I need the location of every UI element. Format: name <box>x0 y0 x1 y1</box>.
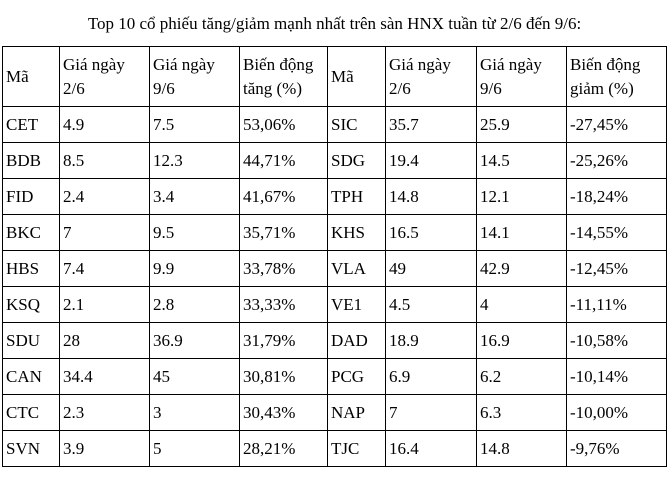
gainer-code-cell: BDB <box>3 143 60 179</box>
table-row <box>3 107 667 143</box>
gainer-change-cell: 30,43% <box>240 395 328 431</box>
table-row <box>3 431 667 467</box>
stock-movers-table <box>2 46 667 467</box>
loser-change-cell: -25,26% <box>567 143 667 179</box>
gainer-change-cell: 44,71% <box>240 143 328 179</box>
column-header-label: Biến động giảm (%) <box>570 54 641 98</box>
gainer-change-cell: 28,21% <box>240 431 328 467</box>
header-gainer-code <box>3 47 60 107</box>
column-header-label: Mã <box>331 66 354 86</box>
gainer-price-2-6-cell: 8.5 <box>60 143 150 179</box>
gainer-price-9-6-cell: 5 <box>150 431 240 467</box>
table-body <box>3 107 667 467</box>
loser-price-9-6-cell: 14.5 <box>477 143 567 179</box>
loser-code-cell: SIC <box>328 107 386 143</box>
loser-code-cell: KHS <box>328 215 386 251</box>
gainer-change-cell: 41,67% <box>240 179 328 215</box>
loser-change-cell: -10,14% <box>567 359 667 395</box>
header-loser-change <box>567 47 667 107</box>
gainer-code-cell: SDU <box>3 323 60 359</box>
table-row <box>3 287 667 323</box>
gainer-price-9-6-cell: 45 <box>150 359 240 395</box>
loser-code-cell: TJC <box>328 431 386 467</box>
table-row <box>3 395 667 431</box>
loser-price-2-6-cell: 7 <box>386 395 477 431</box>
table-row <box>3 179 667 215</box>
loser-change-cell: -11,11% <box>567 287 667 323</box>
loser-change-cell: -9,76% <box>567 431 667 467</box>
gainer-price-9-6-cell: 3 <box>150 395 240 431</box>
loser-code-cell: PCG <box>328 359 386 395</box>
gainer-code-cell: SVN <box>3 431 60 467</box>
gainer-price-2-6-cell: 34.4 <box>60 359 150 395</box>
table-row <box>3 251 667 287</box>
loser-change-cell: -14,55% <box>567 215 667 251</box>
loser-code-cell: VE1 <box>328 287 386 323</box>
loser-price-9-6-cell: 42.9 <box>477 251 567 287</box>
column-header-label: Biến động tăng (%) <box>243 54 314 98</box>
column-header-label: Giá ngày 9/6 <box>153 54 215 98</box>
gainer-price-2-6-cell: 28 <box>60 323 150 359</box>
header-loser-code <box>328 47 386 107</box>
column-header-label: Giá ngày 2/6 <box>389 54 451 98</box>
column-header-label: Giá ngày 2/6 <box>63 54 125 98</box>
gainer-price-9-6-cell: 9.5 <box>150 215 240 251</box>
header-gainer-change <box>240 47 328 107</box>
gainer-code-cell: KSQ <box>3 287 60 323</box>
loser-price-2-6-cell: 35.7 <box>386 107 477 143</box>
gainer-price-9-6-cell: 7.5 <box>150 107 240 143</box>
gainer-code-cell: BKC <box>3 215 60 251</box>
loser-code-cell: DAD <box>328 323 386 359</box>
loser-code-cell: TPH <box>328 179 386 215</box>
loser-code-cell: NAP <box>328 395 386 431</box>
gainer-change-cell: 53,06% <box>240 107 328 143</box>
gainer-price-2-6-cell: 2.1 <box>60 287 150 323</box>
header-loser-price-9-6 <box>477 47 567 107</box>
table-row <box>3 359 667 395</box>
gainer-price-2-6-cell: 2.3 <box>60 395 150 431</box>
gainer-price-2-6-cell: 2.4 <box>60 179 150 215</box>
gainer-price-9-6-cell: 9.9 <box>150 251 240 287</box>
gainer-code-cell: CTC <box>3 395 60 431</box>
gainer-code-cell: FID <box>3 179 60 215</box>
gainer-price-9-6-cell: 3.4 <box>150 179 240 215</box>
gainer-code-cell: CET <box>3 107 60 143</box>
gainer-price-2-6-cell: 4.9 <box>60 107 150 143</box>
loser-price-9-6-cell: 4 <box>477 287 567 323</box>
loser-price-2-6-cell: 16.4 <box>386 431 477 467</box>
gainer-price-9-6-cell: 2.8 <box>150 287 240 323</box>
loser-price-9-6-cell: 6.2 <box>477 359 567 395</box>
loser-price-2-6-cell: 4.5 <box>386 287 477 323</box>
gainer-price-9-6-cell: 12.3 <box>150 143 240 179</box>
gainer-code-cell: HBS <box>3 251 60 287</box>
loser-price-2-6-cell: 6.9 <box>386 359 477 395</box>
column-header-label: Mã <box>6 66 29 86</box>
gainer-change-cell: 33,78% <box>240 251 328 287</box>
loser-price-9-6-cell: 25.9 <box>477 107 567 143</box>
gainer-price-2-6-cell: 7.4 <box>60 251 150 287</box>
loser-price-9-6-cell: 6.3 <box>477 395 567 431</box>
loser-change-cell: -12,45% <box>567 251 667 287</box>
gainer-change-cell: 33,33% <box>240 287 328 323</box>
gainer-price-2-6-cell: 7 <box>60 215 150 251</box>
loser-price-2-6-cell: 18.9 <box>386 323 477 359</box>
header-gainer-price-2-6 <box>60 47 150 107</box>
column-header-label: Giá ngày 9/6 <box>480 54 542 98</box>
loser-price-2-6-cell: 16.5 <box>386 215 477 251</box>
loser-code-cell: SDG <box>328 143 386 179</box>
table-row <box>3 215 667 251</box>
loser-price-2-6-cell: 14.8 <box>386 179 477 215</box>
loser-change-cell: -27,45% <box>567 107 667 143</box>
header-row <box>3 47 667 107</box>
gainer-change-cell: 35,71% <box>240 215 328 251</box>
table-row <box>3 323 667 359</box>
loser-change-cell: -10,00% <box>567 395 667 431</box>
loser-price-9-6-cell: 12.1 <box>477 179 567 215</box>
gainer-change-cell: 31,79% <box>240 323 328 359</box>
gainer-code-cell: CAN <box>3 359 60 395</box>
loser-change-cell: -18,24% <box>567 179 667 215</box>
loser-price-9-6-cell: 14.1 <box>477 215 567 251</box>
gainer-price-2-6-cell: 3.9 <box>60 431 150 467</box>
loser-price-9-6-cell: 14.8 <box>477 431 567 467</box>
table-row <box>3 143 667 179</box>
loser-price-2-6-cell: 49 <box>386 251 477 287</box>
gainer-price-9-6-cell: 36.9 <box>150 323 240 359</box>
header-loser-price-2-6 <box>386 47 477 107</box>
table-caption: Top 10 cổ phiếu tăng/giảm mạnh nhất trên sàn HNX tuần từ 2/6 đến 9/6: <box>87 14 582 33</box>
loser-change-cell: -10,58% <box>567 323 667 359</box>
header-gainer-price-9-6 <box>150 47 240 107</box>
loser-price-9-6-cell: 16.9 <box>477 323 567 359</box>
loser-price-2-6-cell: 19.4 <box>386 143 477 179</box>
loser-code-cell: VLA <box>328 251 386 287</box>
gainer-change-cell: 30,81% <box>240 359 328 395</box>
